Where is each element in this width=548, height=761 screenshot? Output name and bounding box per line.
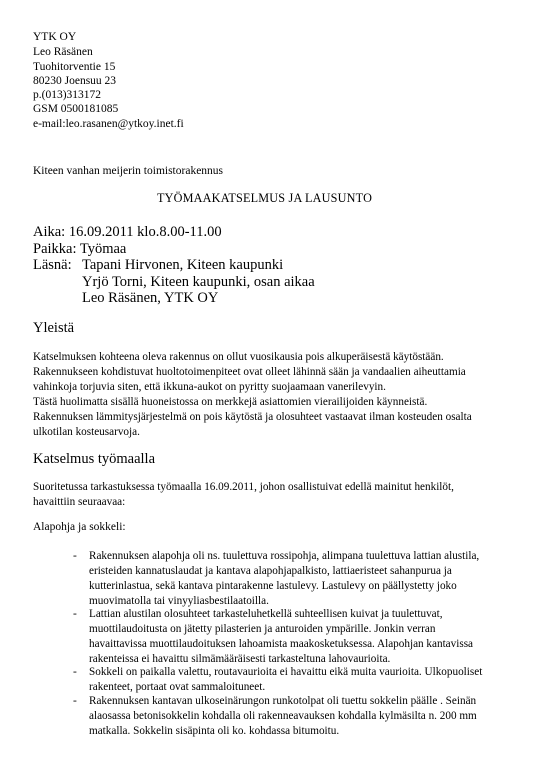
bullet-line: matkalla. Sokkelin sisäpinta oli ko. kohdassa bitumoitu. xyxy=(89,725,340,737)
subheading-foundation: Alapohja ja sokkeli: xyxy=(33,521,126,533)
bullet-line: eristeiden kannatuslaudat ja kantava alapohjapalkisto, lattiaeristeet sahanpurua ja xyxy=(89,565,452,577)
bullet-line: rakenteet, portaat ovat sammaloituneet. xyxy=(89,681,266,693)
paragraph-line: Rakennuksen lämmitysjärjestelmä on pois käytöstä ja olosuhteet vastaavat ilman kosteuden osalta xyxy=(33,411,472,423)
bullet-line: alaosassa betonisokkelin kohdalla oli rakenneavauksen kohdalla kylmäsilta n. 200 mm xyxy=(89,710,477,722)
project-name: Kiteen vanhan meijerin toimistorakennus xyxy=(33,165,224,177)
meeting-place: Paikka: Työmaa xyxy=(33,241,127,257)
paragraph-line: vahinkoja torjuvia siten, että ikkuna-aukot on pyritty suojaamaan vanerilevyin. xyxy=(33,381,386,393)
meeting-time: Aika: 16.09.2011 klo.8.00-11.00 xyxy=(33,224,222,240)
bullet-line: muottilaudoitusta on jätetty pilasterien ja anturoiden ympärille. Jonkin verran xyxy=(89,623,436,635)
attendee: Tapani Hirvonen, Kiteen kaupunki xyxy=(82,257,284,273)
attendee: Yrjö Torni, Kiteen kaupunki, osan aikaa xyxy=(82,274,315,290)
bullet-line: Sokkeli on paikalla valettu, routavaurioita ei havaittu eikä muita vaurioita. Ulkopuoliset xyxy=(89,666,483,678)
phone-number: p.(013)313172 xyxy=(33,89,102,101)
section-heading-inspection: Katselmus työmaalla xyxy=(33,451,156,467)
bullet-marker: - xyxy=(73,608,77,620)
postal-address: 80230 Joensuu 23 xyxy=(33,75,117,87)
bullet-item xyxy=(89,607,473,667)
email-address: e-mail:leo.rasanen@ytkoy.inet.fi xyxy=(33,118,184,130)
bullet-line: rakenteissa ei havaittu silmämääräisesti tarkasteltuna lahovaurioita. xyxy=(89,653,391,665)
street-address: Tuohitorventie 15 xyxy=(33,61,116,73)
document-title: TYÖMAAKATSELMUS JA LAUSUNTO xyxy=(157,191,373,205)
general-paragraph xyxy=(33,350,533,440)
bullet-line: Rakennuksen kantavan ulkoseinärungon runkotolpat oli tuettu sokkelin päälle . Seinän xyxy=(89,695,477,707)
paragraph-line: havaittiin seuraavaa: xyxy=(33,496,126,508)
bullet-item xyxy=(89,665,482,695)
paragraph-line: ulkotilan kosteusarvoja. xyxy=(33,426,140,438)
gsm-number: GSM 0500181085 xyxy=(33,103,119,115)
bullet-line: Rakennuksen alapohja oli ns. tuulettuva rossipohja, alimpana tuulettuva lattian alustila, xyxy=(89,550,480,562)
bullet-line: kutterinlastua, sekä kantava pintarakenne lastulevy. Lastulevy on päällystetty joko xyxy=(89,580,457,592)
paragraph-line: Tästä huolimatta sisällä huoneistossa on merkkejä asiattomien vierailijoiden käynneistä. xyxy=(33,396,428,408)
contact-person: Leo Räsänen xyxy=(33,46,93,58)
bullet-line: Lattian alustilan olosuhteet tarkasteluhetkellä suhteellisen kuivat ja tuulettuvat, xyxy=(89,608,443,620)
bullet-line: muovimatolla tai vinyyliasbestilaatoilla. xyxy=(89,595,269,607)
section-heading-general: Yleistä xyxy=(33,320,75,336)
paragraph-line: Katselmuksen kohteena oleva rakennus on ollut vuosikausia pois alkuperäisestä käytöstään. xyxy=(33,351,444,363)
bullet-marker: - xyxy=(73,550,77,562)
company-name: YTK OY xyxy=(33,31,77,43)
attendee: Leo Räsänen, YTK OY xyxy=(82,290,219,306)
present-label: Läsnä: xyxy=(33,257,72,273)
bullet-line: havaittavissa muottilaudoituksen lahoamista maakosketuksessa. Alapohjan kantavissa xyxy=(89,638,474,650)
paragraph-line: Suoritetussa tarkastuksessa työmaalla 16.09.2011, johon osallistuivat edellä mainitut henkilöt, xyxy=(33,481,454,493)
bullet-marker: - xyxy=(73,695,77,707)
bullet-marker: - xyxy=(73,666,77,678)
inspection-intro xyxy=(33,480,533,510)
bullet-item xyxy=(89,694,477,739)
paragraph-line: Rakennukseen kohdistuvat huoltotoimenpiteet ovat olleet lähinnä sään ja vandaalien aiheuttamia xyxy=(33,366,466,378)
bullet-item xyxy=(89,549,479,609)
